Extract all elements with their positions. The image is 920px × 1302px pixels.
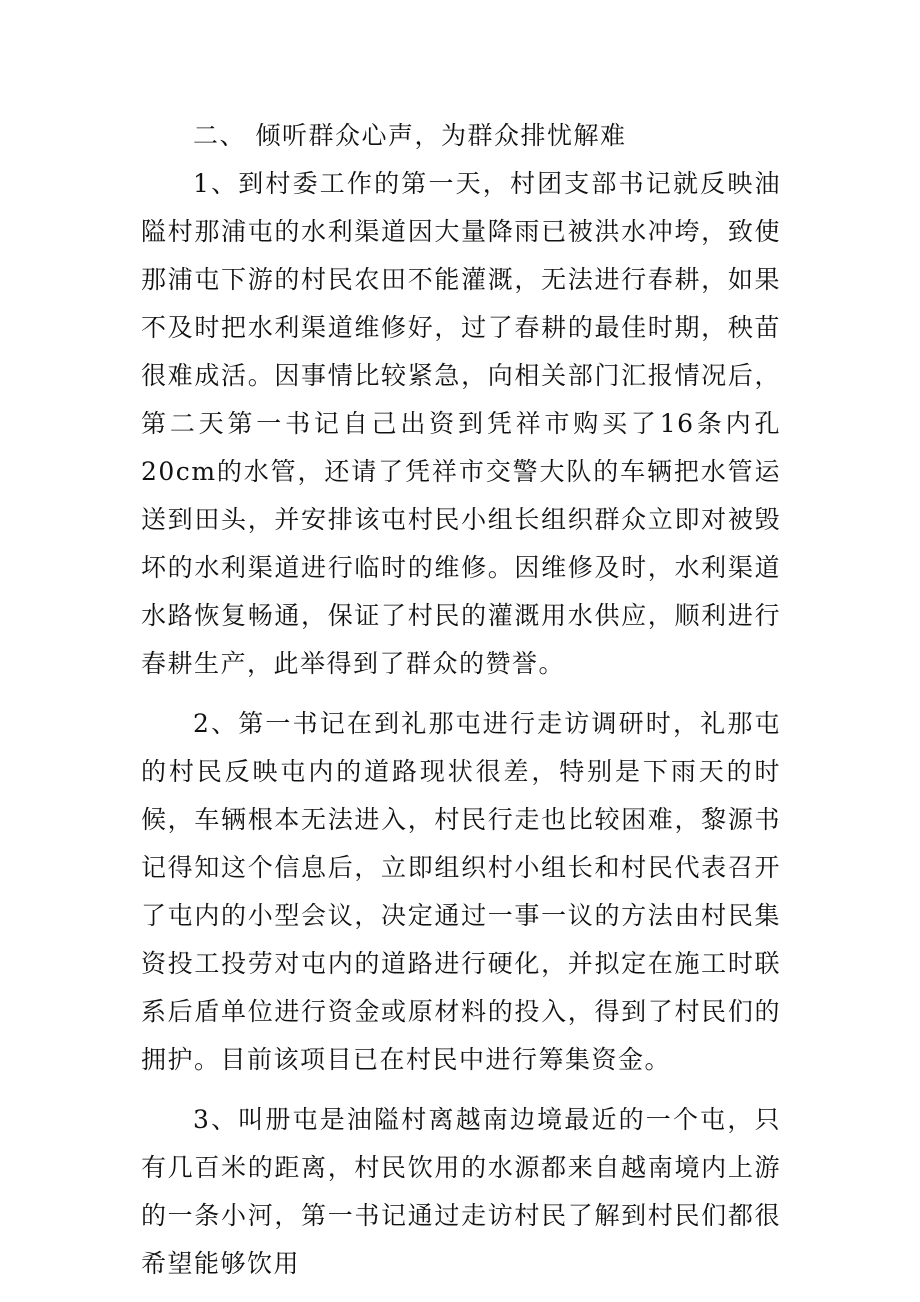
paragraph-1: 1、到村委工作的第一天，村团支部书记就反映油隘村那浦屯的水利渠道因大量降雨已被洪水冲垮，致使那浦屯下游的村民农田不能灌溉，无法进行春耕，如果不及时把水利渠道维修好，过了春耕的最佳时期，秧苗很难成活。因事情比较紧急，向相关部门汇报情况后，第二天第一书记自己出资到凭祥市购买了16条内孔20cm的水管，还请了凭祥市交警大队的车辆把水管运送到田头，并安排该屯村民小组长组织群众立即对被毁坏的水利渠道进行临时的维修。因维修及时，水利渠道水路恢复畅通，保证了村民的灌溉用水供应，顺利进行春耕生产，此举得到了群众的赞誉。	[141, 169, 781, 678]
paragraph-3: 3、叫册屯是油隘村离越南边境最近的一个屯，只有几百米的距离，村民饮用的水源都来自越南境内上游的一条小河，第一书记通过走访村民了解到村民们都很希望能够饮用	[141, 1105, 781, 1278]
paragraph-2: 2、第一书记在到礼那屯进行走访调研时，礼那屯的村民反映屯内的道路现状很差，特别是下雨天的时候，车辆根本无法进入，村民行走也比较困难，黎源书记得知这个信息后，立即组织村小组长和村民代表召开了屯内的小型会议，决定通过一事一议的方法由村民集资投工投劳对屯内的道路进行硬化，并拟定在施工时联系后盾单位进行资金或原材料的投入，得到了村民们的拥护。目前该项目已在村民中进行筹集资金。	[141, 709, 781, 1074]
document-body	[141, 112, 781, 1288]
section-heading: 二、 倾听群众心声，为群众排忧解难	[193, 121, 627, 150]
